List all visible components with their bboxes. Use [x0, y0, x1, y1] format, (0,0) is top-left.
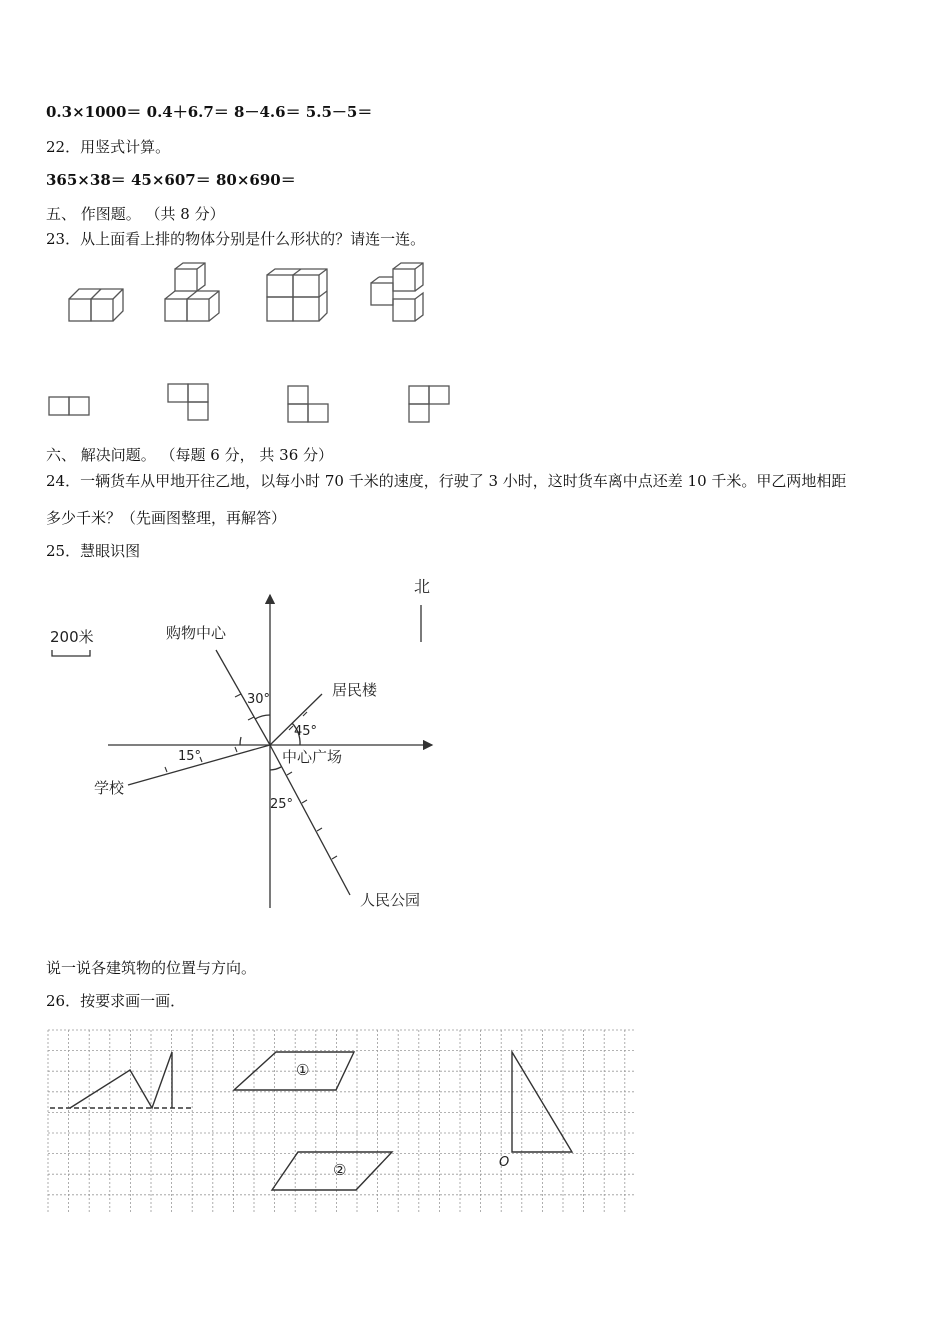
q21-expressions: 0.3×1000＝ 0.4＋6.7＝ 8－4.6＝ 5.5－5＝	[46, 103, 373, 121]
zigzag-shape	[70, 1052, 172, 1108]
arc-25	[270, 767, 281, 770]
q25-title: 25．慧眼识图	[46, 542, 141, 560]
q24-line2: 多少千米？（先画图整理，再解答）	[46, 509, 287, 527]
angle-45-label: 45°	[294, 724, 318, 739]
origin-label: O	[499, 1155, 510, 1170]
top-views-figure	[40, 380, 460, 430]
ray-ticks	[165, 694, 337, 859]
school-label: 学校	[94, 779, 125, 797]
grid-lines	[48, 1030, 634, 1212]
section5-heading: 五、 作图题。 （共 8 分）	[46, 205, 225, 223]
top-view-1	[49, 397, 89, 415]
label-2: ②	[333, 1161, 347, 1179]
label-1: ①	[296, 1061, 310, 1079]
shopping-center-label: 购物中心	[166, 624, 227, 642]
direction-map	[40, 570, 460, 920]
q22-expressions: 365×38＝ 45×607＝ 80×690＝	[46, 171, 296, 189]
q26-title: 26．按要求画一画．	[46, 992, 186, 1010]
parallelogram-2	[272, 1152, 392, 1190]
q25-prompt: 说一说各建筑物的位置与方向。	[46, 959, 257, 977]
top-view-2	[168, 384, 208, 420]
cube-stack-2	[165, 263, 219, 321]
cube-stacks-figure	[55, 255, 455, 335]
angle-25-label: 25°	[270, 797, 294, 812]
scale-label: 200米	[50, 628, 94, 646]
center-square-label: 中心广场	[282, 748, 343, 766]
angle-15-label: 15°	[178, 749, 202, 764]
cube-stack-3	[267, 269, 327, 321]
top-view-4	[409, 386, 449, 422]
q24-line1: 24．一辆货车从甲地开往乙地，以每小时 70 千米的速度，行驶了 3 小时，这时货车离中点还差 10 千米。甲乙两地相距	[46, 472, 847, 490]
arc-30	[255, 715, 270, 719]
cube-stack-1	[69, 289, 123, 321]
north-label: 北	[414, 577, 431, 596]
section6-heading: 六、 解决问题。 （每题 6 分， 共 36 分）	[46, 446, 334, 464]
q22-title: 22．用竖式计算。	[46, 138, 171, 156]
top-view-3	[288, 386, 328, 422]
drawing-grid	[46, 1028, 638, 1216]
residential-label: 居民楼	[332, 681, 378, 699]
park-label: 人民公园	[360, 891, 421, 909]
angle-30-label: 30°	[247, 692, 271, 707]
q23-text: 23．从上面看上排的物体分别是什么形状的？请连一连。	[46, 230, 426, 248]
arc-15	[240, 737, 241, 745]
scale-bar	[52, 650, 90, 656]
ray-park	[270, 745, 350, 895]
cube-stack-4	[371, 263, 423, 321]
